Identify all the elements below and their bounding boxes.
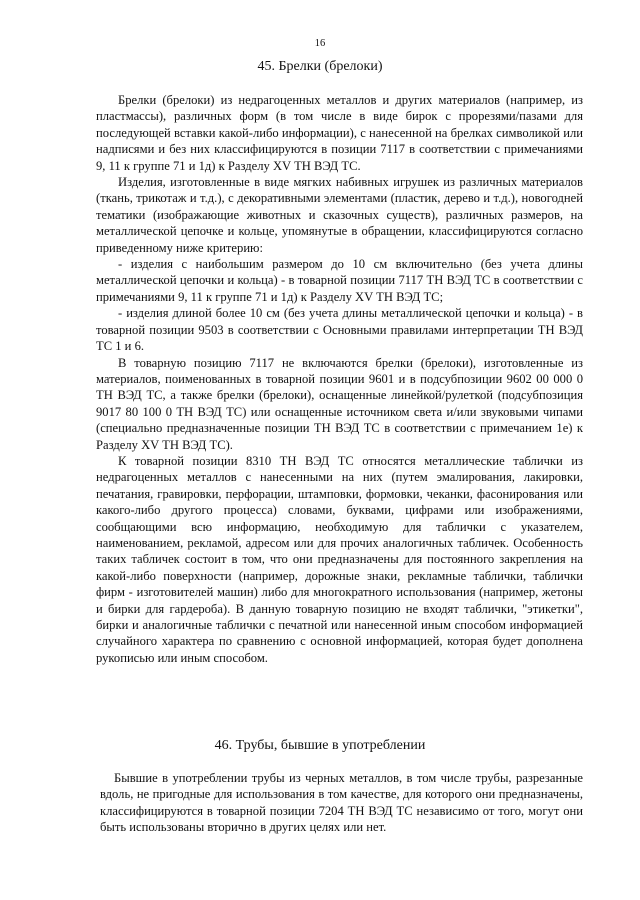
page-number: 16 <box>314 38 326 49</box>
section-46-body <box>100 770 583 836</box>
paragraph: Изделия, изготовленные в виде мягких набивных игрушек из различных материалов (ткань, трикотаж и т.д.), с декоративными элементами (пластик, дерево и т.д.), новогодней тематики (изображающие животных и сказочных существ), различных размеров, на металлической цепочке и кольце, упомянутые в обращении, классифицируются согласно приведенному ниже критерию: <box>96 175 583 255</box>
list-item: - изделия с наибольшим размером до 10 см включительно (без учета длины металлической цепочки и кольца) - в товарной позиции 7117 ТН ВЭД ТС в соответствии с примечаниями 9, 11 к группе 71 и 1д) к Разделу XV ТН ВЭД ТС; <box>96 257 583 304</box>
paragraph: К товарной позиции 8310 ТН ВЭД ТС относятся металлические таблички из недрагоценных металлов с нанесенными на них (путем эмалирования, лакировки, печатания, гравировки, перфорации, штамповки, формовки, чеканки, фасонирования или какого-либо другого процесса) словами, буквами, цифрами или изображениями, сообщающими всю информацию, необходимую для таблички с указателем, наименованием, рекламой, адресом или для прочих аналогичных табличек. Особенность таких табличек состоит в том, что они предназначены для постоянного закрепления на какой-либо поверхности (например, дорожные знаки, рекламные таблички, таблички фирм - изготовителей машин) либо для многократного использования (например, жетоны и бирки для гардероба). В данную товарную позицию не входят таблички, "этикетки", бирки и аналогичные таблички с печатной или нанесенной иным способом информацией случайного характера по сравнению с основной информацией, которая будет дополнена рукописью или иным способом. <box>96 453 583 665</box>
section-45-heading: 45. Брелки (брелоки) <box>257 59 383 74</box>
section-45-body <box>96 92 583 666</box>
paragraph: Бывшие в употреблении трубы из черных металлов, в том числе трубы, разрезанные вдоль, не пригодные для использования в том качестве, для которого они предназначены, классифицируются в товарной позиции 7204 ТН ВЭД ТС независимо от того, могут они быть использованы вторично в других целях или нет. <box>100 771 583 835</box>
paragraph: В товарную позицию 7117 не включаются брелки (брелоки), изготовленные из материалов, поименованных в товарной позиции 9601 и в подсубпозиции 9602 00 000 0 ТН ВЭД ТС, а также брелки (брелоки), оснащенные линейкой/рулеткой (подсубпозиция 9017 80 100 0 ТН ВЭД ТС) или оснащенные источником света и/или звуковыми чипами (специально предназначенные позиции ТН ВЭД ТС в соответствии с примечанием 1е) к Разделу XV ТН ВЭД ТС). <box>96 355 583 452</box>
paragraph: Брелки (брелоки) из недрагоценных металлов и других материалов (например, из пластмассы), различных форм (в том числе в виде бирок с прорезями/пазами для последующей вставки какой-либо информации), с нанесенной на брелках символикой или надписями и без них классифицируются в позиции 7117 в соответствии с примечаниями 9, 11 к группе 71 и 1д) к Разделу XV ТН ВЭД ТС. <box>96 93 583 173</box>
section-46-heading: 46. Трубы, бывшие в употреблении <box>214 738 426 753</box>
list-item: - изделия длиной более 10 см (без учета длины металлической цепочки и кольца) - в товарной позиции 9503 в соответствии с Основными правилами интерпретации ТН ВЭД ТС 1 и 6. <box>96 306 583 354</box>
